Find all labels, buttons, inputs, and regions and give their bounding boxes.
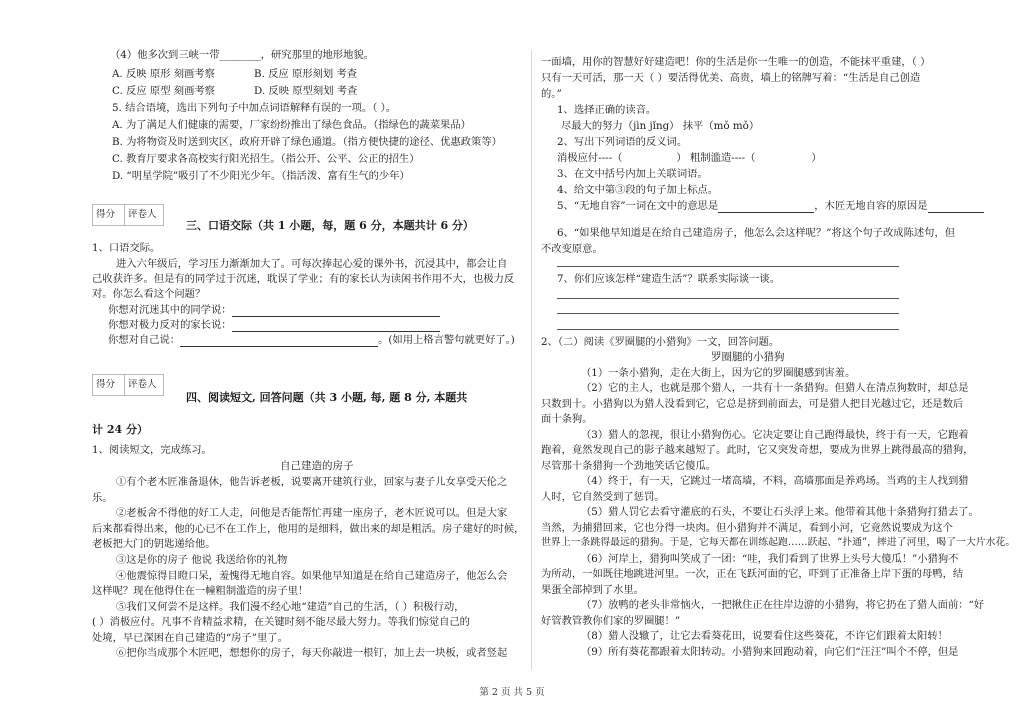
q5-option-a: A. 为了满足人们健康的需要，厂家纷纷推出了绿色食品。（指绿色的蔬菜果品） bbox=[112, 119, 471, 131]
oral-para-line: 己收获许多。但是有的同学过于沉迷，耽误了学业；有的家长认为读闲书作用不大，也极力反 bbox=[92, 273, 515, 285]
oral-prompt-label: 你想对沉迷其中的同学说： bbox=[108, 304, 232, 316]
oral-prompt-label: 你想对自己说： bbox=[108, 334, 181, 346]
story-line: 人时，它自然受到了惩罚。 bbox=[541, 491, 665, 503]
story-line: 面十条狗。 bbox=[541, 413, 593, 425]
answer-line[interactable] bbox=[557, 329, 899, 330]
q5-option-d: D. “明星学院”吸引了不少阳光少年。（指活泼、富有生气的少年） bbox=[112, 170, 410, 182]
question-7: 7、你们应该怎样“建造生活”？联系实际谈一谈。 bbox=[557, 273, 781, 285]
question-2-detail bbox=[557, 151, 822, 165]
story-line: 好管教管教你们家的罗圈腿！” bbox=[541, 615, 681, 627]
story-line: 果蛋全部掉到了水里。 bbox=[541, 584, 644, 596]
story-line: 当然，为捕猎回来，它也分得一块肉。但小猎狗并不满足，看到小河，它竟然说要成为这个 bbox=[541, 522, 953, 534]
story-line: （7）放鸭的老头非常恼火，一把揪住正在往岸边游的小猎狗，将它扔在了猎人面前：“好 bbox=[581, 599, 985, 611]
story-line: （3）猎人的忽视，很让小猎狗伤心。它决定要让自己跑得最快，终于有一天，它跑着 bbox=[581, 429, 969, 441]
essay-line: ①有个老木匠准备退休，他告诉老板，说要离开建筑行业，回家与妻子儿女享受天伦之 bbox=[116, 476, 508, 488]
oral-prompt-3 bbox=[108, 333, 515, 347]
story-title: 罗圈腿的小猎狗 bbox=[711, 351, 785, 363]
essay-line: ⑥把你当成那个木匠吧，想想你的房子，每天你敲进一根钉，加上去一块板，或者竖起 bbox=[116, 647, 508, 659]
question-1-detail: 尽最大的努力（jìn jǐng） 抹平（mǒ mǒ） bbox=[561, 120, 760, 132]
oral-para-line: 对。你怎么看这个问题？ bbox=[92, 288, 206, 300]
option-b: B. 反应 原形刻划 考查 bbox=[254, 68, 358, 80]
essay-line: ③这是你的房子 他说 我送给你的礼物 bbox=[116, 554, 288, 566]
oral-prompt-1 bbox=[108, 303, 440, 317]
grader-label: 评卷人 bbox=[124, 204, 164, 226]
essay-line: ④他震惊得目瞪口呆，羞愧得无地自容。如果他早知道是在给自己建造房子，他怎么会 bbox=[116, 570, 508, 582]
essay-line: 乐。 bbox=[92, 492, 113, 504]
score-box bbox=[92, 204, 162, 226]
essay-line: 后来都看得出来，他的心已不在工作上，他用的是细料，做出来的却是粗活。房子建好的时候， bbox=[92, 523, 525, 535]
option-c: C. 反应 原型 刻画考察 bbox=[112, 85, 215, 97]
answer-blank[interactable] bbox=[928, 201, 984, 213]
essay-line: 处境，早已深困在自己建造的“房子”里了。 bbox=[92, 632, 288, 644]
answer-line[interactable] bbox=[557, 298, 899, 299]
question-4: （4）他多次到三峡一带________，研究那里的地形地貌。 bbox=[110, 49, 374, 61]
q5-label: 5、“无地自容”一词在文中的意思是 bbox=[557, 200, 719, 212]
section-4-title-cont: 计 24 分） bbox=[92, 423, 148, 436]
antonym-close: ） bbox=[811, 152, 822, 164]
section-3-title: 三、口语交际（共 1 小题，每，题 6 分，本题共计 6 分） bbox=[186, 219, 474, 232]
page-footer: 第 2 页 共 5 页 bbox=[479, 687, 545, 698]
q5-option-c: C. 教育厅要求各高校实行阳光招生。（指公开、公平、公正的招生） bbox=[112, 153, 420, 165]
essay-line: ⑤我们又何尝不是这样。我们漫不经心地“建造”自己的生活，（ ）积极行动， bbox=[116, 601, 465, 613]
essay-line: ②老板舍不得他的好工人走，问他是否能帮忙再建一座房子，老木匠说可以。但是大家 bbox=[116, 507, 508, 519]
story-line: 世界上一条跳得最远的猎狗。于是，它每天都在训练起跑……跃起、“扑通”，摔进了河里，喝了一大片水花。 bbox=[541, 537, 1016, 548]
story-line: （1）一条小猎狗，走在大街上，因为它的罗圈腿感到害羞。 bbox=[581, 367, 856, 379]
story-line: （5）猎人罚它去看守灌底的石头，不要让石头浮上来。他带着其他十条猎狗打猎去了。 bbox=[581, 506, 979, 518]
story-line: 为所动，一如既往地跳进河里。一次，正在飞跃河面的它，吓到了正准备上岸下蛋的母鸭，结 bbox=[541, 568, 964, 580]
oral-para-line: 进入六年级后，学习压力渐渐加大了。可每次捧起心爱的课外书，沉浸其中，都会让自 bbox=[116, 258, 508, 270]
column-divider bbox=[531, 50, 532, 670]
option-d: D. 反映 原型刻划 考查 bbox=[254, 85, 358, 97]
answer-blank[interactable] bbox=[718, 201, 814, 213]
oral-prompt-2 bbox=[108, 318, 440, 332]
question-2: 2、写出下列词语的反义词。 bbox=[557, 136, 688, 148]
story-line: 跑着，竟然发现自己的影子越来越短了。此时，它又突发奇想，要成为世界上跳得最高的猎狗， bbox=[541, 444, 974, 456]
q5-label-2: ，木匠无地自容的原因是 bbox=[814, 200, 928, 212]
answer-line[interactable] bbox=[557, 313, 899, 314]
essay-line: 老板把大门的钥匙递给他。 bbox=[92, 538, 216, 550]
score-box bbox=[92, 374, 162, 396]
q5-option-b: B. 为将物资及时送到灾区，政府开辟了绿色通道。（指方便快捷的途径、优惠政策等） bbox=[112, 136, 502, 148]
question-6-cont: 不改变原意。 bbox=[541, 243, 603, 255]
question-4: 4、给文中第③段的句子加上标点。 bbox=[557, 184, 719, 196]
answer-blank[interactable] bbox=[232, 320, 440, 332]
essay-line: 这样呢？现在他得住在一幢粗制滥造的房子里！ bbox=[92, 585, 309, 597]
oral-number: 1、口语交际。 bbox=[92, 242, 161, 254]
grader-label: 评卷人 bbox=[124, 374, 164, 396]
essay-cont-line: 一面墙，用你的智慧好好建造吧！你的生活是你一生唯一的创造，不能抹平重建，（ ） bbox=[541, 56, 931, 68]
question-6: 6、“如果他早知道是在给自己建造房子，他怎么会这样呢？”将这个句子改成陈述句，但 bbox=[557, 227, 956, 239]
oral-prompt-label: 你想对极力反对的家长说： bbox=[108, 319, 232, 331]
oral-prompt-tail: 。(如用上格言警句就更好了。) bbox=[378, 334, 515, 346]
reading-2-number: 2、（二）阅读《罗圈腿的小猎狗》一文，回答问题。 bbox=[541, 336, 780, 348]
reading-number: 1、阅读短文，完成练习。 bbox=[92, 444, 212, 456]
question-1: 1、选择正确的读音。 bbox=[557, 104, 657, 116]
score-label: 得分 bbox=[92, 204, 126, 226]
story-line: （8）猎人没辙了，让它去看葵花田，说要看住这些葵花，不许它们跟着太阳转！ bbox=[581, 630, 948, 642]
story-line: （2）它的主人，也就是那个猎人，一共有十一条猎狗。但猎人在清点狗数时，却总是 bbox=[581, 382, 969, 394]
story-line: （6）河岸上，猎狗叫笑成了一团：“哇，我们看到了世界上头号大傻瓜！”小猎狗不 bbox=[581, 553, 959, 565]
answer-blank[interactable] bbox=[232, 305, 440, 317]
answer-blank[interactable] bbox=[180, 335, 378, 347]
section-4-title: 四、阅读短文, 回答问题（共 3 小题, 每, 题 8 分, 本题共 bbox=[186, 391, 468, 404]
question-5: 5. 结合语境，选出下列句子中加点词语解释有误的一项。（ ）。 bbox=[112, 102, 397, 114]
essay-line: ( ）消极应付。凡事不肯精益求精，在关键时刻不能尽最大努力。等我们惊觉自己的 bbox=[92, 616, 470, 628]
story-line: （9）所有葵花都跟着太阳转动。小猎狗来回跑动着，向它们“汪汪”叫个不停，但是 bbox=[581, 646, 959, 658]
story-line: 尽管那十条猎狗一个劲地笑话它傻瓜。 bbox=[541, 460, 717, 472]
story-line: 只数到十。小猎狗以为猎人没看到它，它总是挤到前面去，可是猎人把目光越过它，还是数后 bbox=[541, 398, 964, 410]
option-a: A. 反映 原形 刻画考察 bbox=[112, 68, 215, 80]
essay-cont-line: 的。” bbox=[541, 88, 562, 100]
score-label: 得分 bbox=[92, 374, 126, 396]
question-5 bbox=[557, 199, 984, 213]
question-3: 3、在文中括号内加上关联词语。 bbox=[557, 168, 708, 180]
story-line: （4）终于，有一天，它跳过一堵高墙，不料，高墙那面是养鸡场。当鸡的主人找到猎 bbox=[581, 475, 969, 487]
essay-title: 自己建造的房子 bbox=[280, 460, 354, 472]
essay-cont-line: 只有一天可活，那一天（ ）要活得优美、高贵，墙上的铭牌写着：“生活是自己创造 bbox=[541, 72, 921, 84]
antonym-2-label: ） 粗制滥造----（ bbox=[676, 152, 756, 164]
answer-line[interactable] bbox=[557, 266, 899, 267]
antonym-1-label: 消极应付----（ bbox=[557, 152, 623, 164]
